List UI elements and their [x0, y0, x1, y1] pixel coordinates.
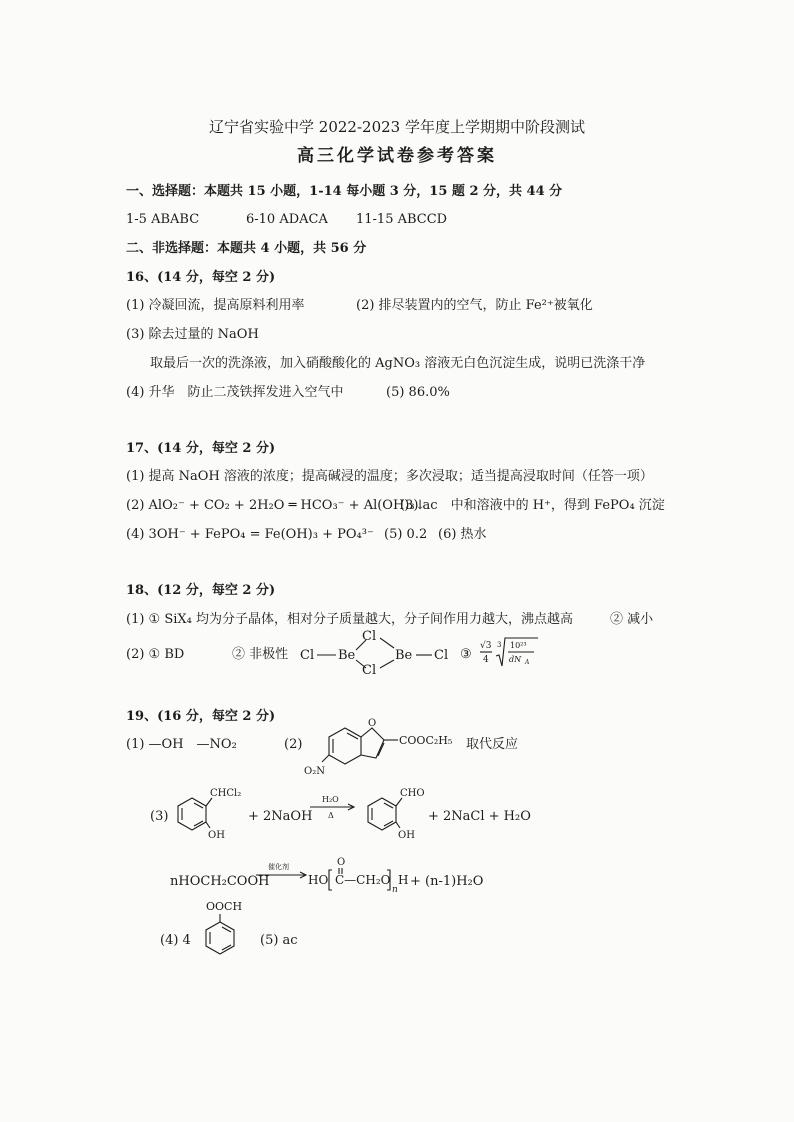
answer-text: (1) 冷凝回流，提高原料利用率	[126, 298, 305, 313]
answer-text: (2) 排尽装置内的空气，防止 Fe²⁺被氧化	[356, 298, 593, 313]
answer-text: (5) ac	[260, 933, 298, 948]
page-title: 辽宁省实验中学 2022-2023 学年度上学期期中阶段测试	[209, 118, 585, 136]
group-label: HO	[308, 873, 329, 887]
formula-part: 4	[483, 655, 489, 665]
answer-group: 11-15 ABCCD	[356, 212, 448, 227]
double-bond	[384, 821, 393, 826]
atom-label: O	[337, 857, 346, 868]
atom-label: Cl	[300, 648, 315, 663]
reaction-arrow	[308, 792, 358, 822]
group-label: OOCH	[206, 900, 243, 913]
group-label: CHO	[400, 788, 425, 799]
atom-label: Cl	[434, 648, 449, 663]
answer-text: (1) 提高 NaOH 溶液的浓度；提高碱浸的温度；多次浸取；适当提高浸取时间（任答一项）	[126, 469, 653, 484]
page-subtitle: 高三化学试卷参考答案	[297, 146, 497, 166]
answer-text: ③	[460, 647, 472, 662]
products-text: + 2NaCl + H₂O	[428, 809, 531, 824]
double-bond	[222, 945, 231, 950]
answer-text: (2) ① BD	[126, 647, 185, 662]
question-heading: 18、(12 分，每空 2 分)	[126, 583, 276, 598]
formula-part: √3	[480, 641, 492, 651]
equation: (4) 3OH⁻ + FePO₄ = Fe(OH)₃ + PO₄³⁻	[126, 527, 374, 542]
atom-label: O	[368, 718, 377, 729]
benzene-ring	[329, 728, 361, 764]
formula-expression	[478, 634, 548, 674]
polyglycolic-acid-structure	[308, 856, 408, 896]
answer-text: (3) 除去过量的 NaOH	[126, 327, 259, 342]
reactant-text: nHOCH₂COOH	[170, 874, 270, 889]
question-heading: 17、(14 分，每空 2 分)	[126, 441, 276, 456]
group-label: C—CH₂O	[335, 873, 391, 887]
formula-part: A	[525, 659, 530, 666]
double-bond	[378, 743, 384, 756]
product-salicylaldehyde	[360, 780, 430, 840]
group-label: OH	[208, 830, 225, 841]
bond	[396, 798, 402, 806]
answer-text: (2)	[284, 737, 303, 752]
answer-text: (6) 热水	[438, 527, 487, 542]
answer-group: 6-10 ADACA	[246, 212, 328, 227]
atom-label: Be	[395, 648, 413, 663]
group-label: COOC₂H₅	[399, 734, 453, 747]
products-text: + (n-1)H₂O	[410, 874, 484, 889]
bond	[206, 822, 210, 828]
becl2-dimer-structure	[300, 628, 450, 678]
answer-text: ② 非极性	[232, 647, 289, 662]
reaction-arrow	[254, 860, 310, 884]
coordinate-bond	[380, 638, 394, 648]
answer-text: (5) 86.0%	[386, 385, 450, 400]
formula-part: 3	[497, 641, 502, 649]
answer-text: (4) 升华 防止二茂铁挥发进入空气中	[126, 385, 344, 400]
question-heading: 19、(16 分，每空 2 分)	[126, 709, 276, 724]
reactant-chcl2-phenol	[170, 780, 250, 840]
condition-label: H₂O	[322, 795, 339, 804]
furan-ring	[361, 728, 384, 758]
question-heading: 16、(14 分，每空 2 分)	[126, 270, 276, 285]
atom-label: H	[398, 873, 409, 887]
answer-text: (4) 4	[160, 933, 191, 948]
bond	[396, 822, 400, 828]
answer-text: (1) —OH —NO₂	[126, 737, 237, 752]
formula-part: dN	[509, 655, 522, 664]
atom-label: Cl	[362, 663, 377, 678]
coordinate-bond	[380, 660, 394, 668]
section-heading: 二、非选择题：本题共 4 小题，共 56 分	[126, 241, 367, 256]
answer-text: (5) 0.2	[384, 527, 428, 542]
bracket	[329, 870, 332, 890]
condition-label: Δ	[328, 811, 334, 820]
double-bond	[194, 821, 203, 826]
group-label: O₂N	[304, 766, 325, 777]
atom-label: Be	[338, 648, 356, 663]
phenyl-formate-structure	[196, 898, 256, 958]
condition-label: 催化剂	[268, 863, 289, 871]
atom-label: Cl	[362, 629, 377, 644]
answer-text: (3) ac 中和溶液中的 H⁺，得到 FePO₄ 沉淀	[400, 498, 665, 513]
reactant-text: + 2NaOH	[248, 809, 313, 824]
bond	[322, 755, 329, 762]
reaction-type: 取代反应	[466, 737, 519, 752]
bond	[206, 798, 212, 806]
section-heading: 一、选择题：本题共 15 小题，1-14 每小题 3 分，15 题 2 分，共 44 分	[126, 184, 563, 199]
group-label: OH	[398, 830, 415, 841]
formula-part: 10²³	[510, 641, 527, 650]
equation: (2) AlO₂⁻ + CO₂ + 2H₂O ═ HCO₃⁻ + Al(OH)₃↓	[126, 498, 426, 513]
answer-group: 1-5 ABABC	[126, 212, 200, 227]
group-label: CHCl₂	[210, 788, 242, 799]
answer-text: (1) ① SiX₄ 均为分子晶体，相对分子质量越大，分子间作用力越大，沸点越高	[126, 612, 573, 627]
answer-text: ② 减小	[610, 612, 654, 627]
benzofuran-ester-structure	[300, 716, 453, 780]
answer-text: 取最后一次的洗涤液，加入硝酸酸化的 AgNO₃ 溶液无白色沉淀生成，说明已洗涤干净	[150, 356, 646, 371]
answer-text: (3)	[150, 809, 169, 824]
subscript: n	[392, 885, 398, 895]
